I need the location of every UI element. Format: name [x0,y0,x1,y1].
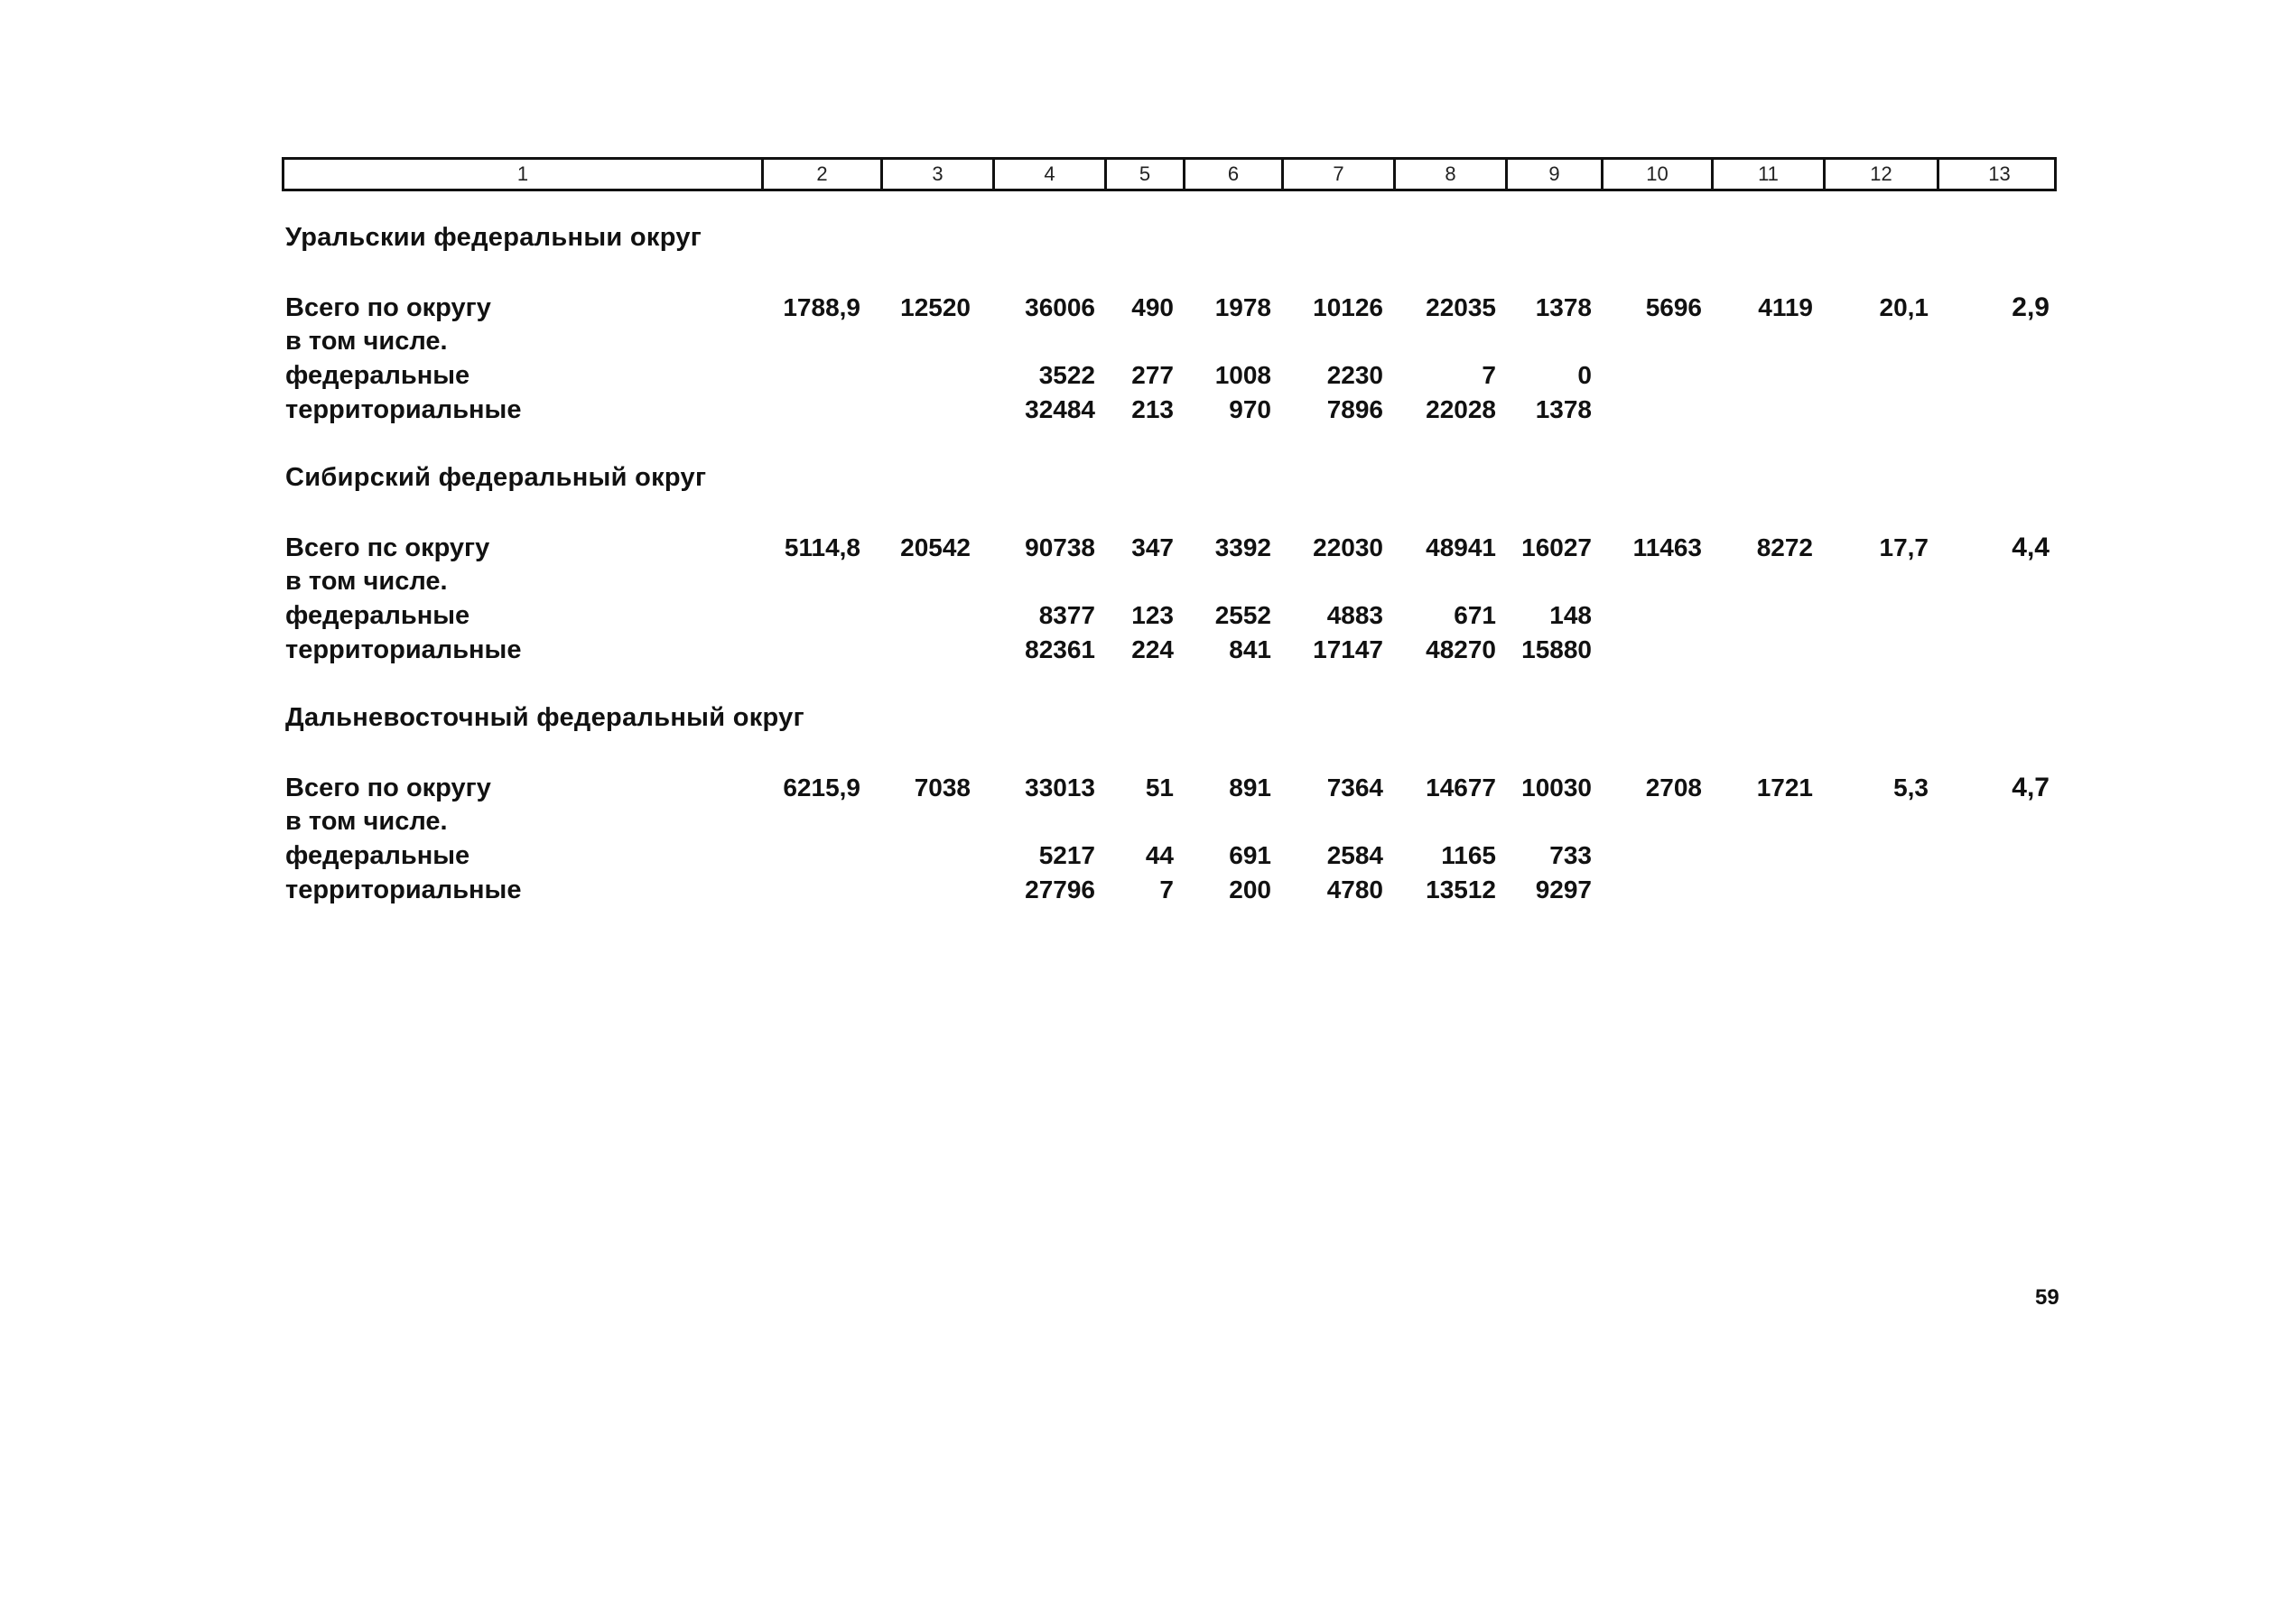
table-cell: 490 [1131,293,1174,321]
section-title: Уральскии федеральныи округ [285,223,702,252]
table-cell: 2584 [1326,841,1383,869]
table-cell: 32484 [1025,395,1095,423]
column-number-10: 10 [1601,160,1711,189]
table-cell: 27796 [1025,876,1095,903]
table-cell: 1788,9 [783,293,860,321]
page-number: 59 [2035,1285,2059,1310]
table-cell: 2552 [1214,601,1271,629]
row-label: федеральные [285,601,470,630]
table-cell: 5114,8 [784,533,860,561]
table-cell: 6215,9 [783,774,860,802]
table-cell: 2,9 [2012,292,2050,322]
column-number-3: 3 [880,160,992,189]
row-label: в том числе. [285,807,448,836]
table-cell: 347 [1131,533,1174,561]
table-cell: 3522 [1038,361,1095,389]
table-cell: 4883 [1326,601,1383,629]
table-cell: 44 [1145,841,1174,869]
row-label: территориальные [285,395,522,424]
table-cell: 277 [1131,361,1174,389]
row-label: Всего пс округу [285,533,490,562]
table-cell: 4,4 [2012,533,2050,562]
section-title: Дальневосточный федеральный округ [285,703,804,732]
row-label: федеральные [285,361,470,390]
column-number-7: 7 [1281,160,1393,189]
table-cell: 8272 [1756,533,1813,561]
table-cell: 13512 [1426,876,1496,903]
table-cell: 5696 [1645,293,1702,321]
table-cell: 691 [1229,841,1271,869]
column-number-4: 4 [992,160,1104,189]
table-cell: 5217 [1038,841,1095,869]
row-label: в том числе. [285,567,448,596]
column-number-13: 13 [1937,160,2059,189]
table-cell: 33013 [1025,774,1095,802]
table-cell: 16027 [1521,533,1592,561]
table-cell: 10126 [1313,293,1383,321]
table-cell: 224 [1131,635,1174,663]
column-number-9: 9 [1505,160,1601,189]
table-cell: 4780 [1326,876,1383,903]
table-cell: 48270 [1426,635,1496,663]
table-cell: 36006 [1025,293,1095,321]
table-cell: 82361 [1025,635,1095,663]
table-cell: 7364 [1326,774,1383,802]
table-cell: 5,3 [1893,774,1929,802]
row-label: в том числе. [285,327,448,356]
table-cell: 1378 [1535,395,1592,423]
table-cell: 1721 [1756,774,1813,802]
row-label: Всего по округу [285,293,491,322]
table-cell: 15880 [1521,635,1592,663]
table-cell: 2708 [1645,774,1702,802]
column-number-11: 11 [1711,160,1823,189]
section-title: Сибирский федеральный округ [285,463,707,492]
column-number-6: 6 [1183,160,1281,189]
column-number-header [282,157,2057,191]
table-cell: 671 [1454,601,1496,629]
table-cell: 0 [1577,361,1592,389]
table-cell: 12520 [900,293,971,321]
table-cell: 90738 [1025,533,1095,561]
table-cell: 2230 [1326,361,1383,389]
table-cell: 10030 [1521,774,1592,802]
table-cell: 7038 [914,774,971,802]
table-cell: 11463 [1632,533,1702,561]
table-cell: 51 [1145,774,1174,802]
column-number-5: 5 [1104,160,1183,189]
table-cell: 841 [1229,635,1271,663]
column-number-12: 12 [1823,160,1937,189]
table-cell: 1378 [1535,293,1592,321]
table-cell: 22030 [1313,533,1383,561]
table-cell: 123 [1131,601,1174,629]
table-cell: 7896 [1326,395,1383,423]
table-cell: 48941 [1426,533,1496,561]
table-cell: 1008 [1214,361,1271,389]
table-cell: 22035 [1426,293,1496,321]
row-label: федеральные [285,841,470,870]
table-cell: 20,1 [1879,293,1929,321]
table-cell: 7 [1482,361,1496,389]
table-cell: 14677 [1426,774,1496,802]
column-number-1: 1 [516,162,529,185]
column-number-2: 2 [761,160,880,189]
table-cell: 148 [1549,601,1592,629]
table-cell: 733 [1549,841,1592,869]
table-cell: 9297 [1535,876,1592,903]
table-cell: 1978 [1214,293,1271,321]
table-cell: 8377 [1038,601,1095,629]
table-cell: 3392 [1214,533,1271,561]
table-cell: 891 [1229,774,1271,802]
table-cell: 7 [1159,876,1174,903]
table-cell: 17,7 [1879,533,1929,561]
table-cell: 4119 [1758,293,1813,321]
column-number-8: 8 [1393,160,1505,189]
row-label: территориальные [285,635,522,664]
table-cell: 17147 [1313,635,1383,663]
row-label: Всего по округу [285,774,491,802]
table-cell: 22028 [1426,395,1496,423]
table-cell: 1165 [1441,841,1496,869]
table-cell: 970 [1229,395,1271,423]
table-cell: 200 [1229,876,1271,903]
table-cell: 20542 [900,533,971,561]
table-cell: 4,7 [2012,773,2050,802]
table-cell: 213 [1131,395,1174,423]
row-label: территориальные [285,876,522,904]
